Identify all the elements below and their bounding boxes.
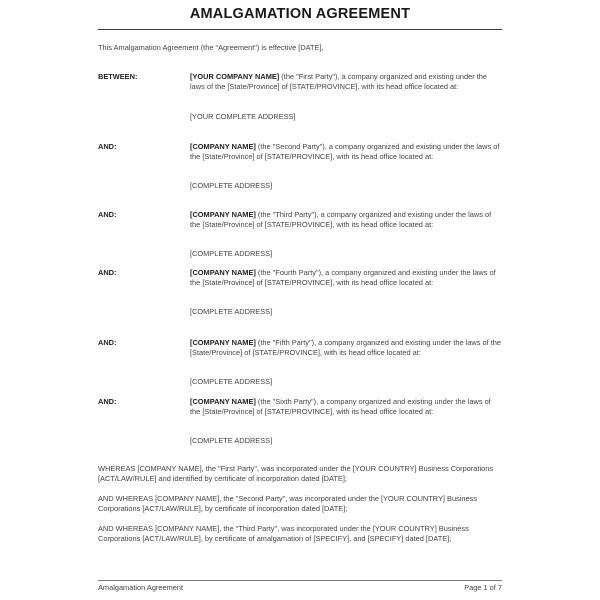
party-label: AND:: [98, 210, 117, 219]
party-label: AND:: [98, 142, 117, 151]
party-name: [COMPANY NAME]: [190, 210, 256, 219]
party-label: AND:: [98, 338, 117, 347]
party-description-text: (the "First Party"), a company organized and existing under the laws of the [State/Province] of [STATE/PROVINCE], with its head office located at:: [190, 72, 488, 91]
title-divider: [98, 29, 502, 30]
intro-paragraph: This Amalgamation Agreement (the "Agreement") is effective [DATE],: [98, 43, 324, 52]
party-label: AND:: [98, 268, 117, 277]
party-description-text: (the "Fifth Party"), a company organized and existing under the laws of the [State/Province] of [STATE/PROVINCE], with its head office located at:: [190, 338, 502, 357]
party-name: [COMPANY NAME]: [190, 338, 256, 347]
party-description: [190, 210, 502, 230]
party-address: [COMPLETE ADDRESS]: [190, 377, 273, 386]
footer-divider: [98, 580, 502, 581]
recital-paragraph: AND WHEREAS [COMPANY NAME], the "Third Party", was incorporated under the [YOUR COUNTRY] Business Corporations [ACT/LAW/RULE], by certificate of amalgamation of [SPECIFY], and [SPECIFY] dated [DATE];: [98, 524, 469, 543]
document-title: AMALGAMATION AGREEMENT: [189, 6, 411, 22]
party-address: [YOUR COMPLETE ADDRESS]: [190, 112, 296, 121]
party-label: BETWEEN:: [98, 72, 138, 81]
party-address: [COMPLETE ADDRESS]: [190, 249, 273, 258]
recital-paragraph: AND WHEREAS [COMPANY NAME], the "Second Party", was incorporated under the [YOUR COUNTRY] Business Corporations [ACT/LAW/RULE], by certificate of incorporation dated [DATE];: [98, 494, 478, 513]
party-description-text: (the "Third Party"), a company organized and existing under the laws of the [State/Province] of [STATE/PROVINCE], with its head office located at:: [190, 210, 492, 229]
party-description: [190, 338, 502, 358]
footer-document-name: Amalgamation Agreement: [98, 583, 184, 592]
party-description: [190, 268, 502, 288]
party-label: AND:: [98, 397, 117, 406]
party-name: [YOUR COMPANY NAME]: [190, 72, 280, 81]
party-name: [COMPANY NAME]: [190, 397, 256, 406]
recital-paragraph: WHEREAS [COMPANY NAME], the "First Party", was incorporated under the [YOUR COUNTRY] Business Corporations [ACT/LAW/RULE] and identified by certificate of incorporation dated [DATE];: [98, 464, 494, 483]
footer-page-number: Page 1 of 7: [464, 583, 502, 592]
party-description: [190, 397, 502, 417]
party-description-text: (the "Sixth Party"), a company organized and existing under the laws of the [State/Province] of [STATE/PROVINCE], with its head office located at:: [190, 397, 491, 416]
party-address: [COMPLETE ADDRESS]: [190, 436, 273, 445]
party-description: [190, 72, 502, 92]
party-description-text: (the "Fourth Party"), a company organized and existing under the laws of the [State/Province] of [STATE/PROVINCE], with its head office located at:: [190, 268, 496, 287]
party-address: [COMPLETE ADDRESS]: [190, 307, 273, 316]
party-description: [190, 142, 502, 162]
party-description-text: (the "Second Party"), a company organized and existing under the laws of the [State/Province] of [STATE/PROVINCE], with its head office located at:: [190, 142, 500, 161]
party-name: [COMPANY NAME]: [190, 268, 256, 277]
party-name: [COMPANY NAME]: [190, 142, 256, 151]
party-address: [COMPLETE ADDRESS]: [190, 181, 273, 190]
